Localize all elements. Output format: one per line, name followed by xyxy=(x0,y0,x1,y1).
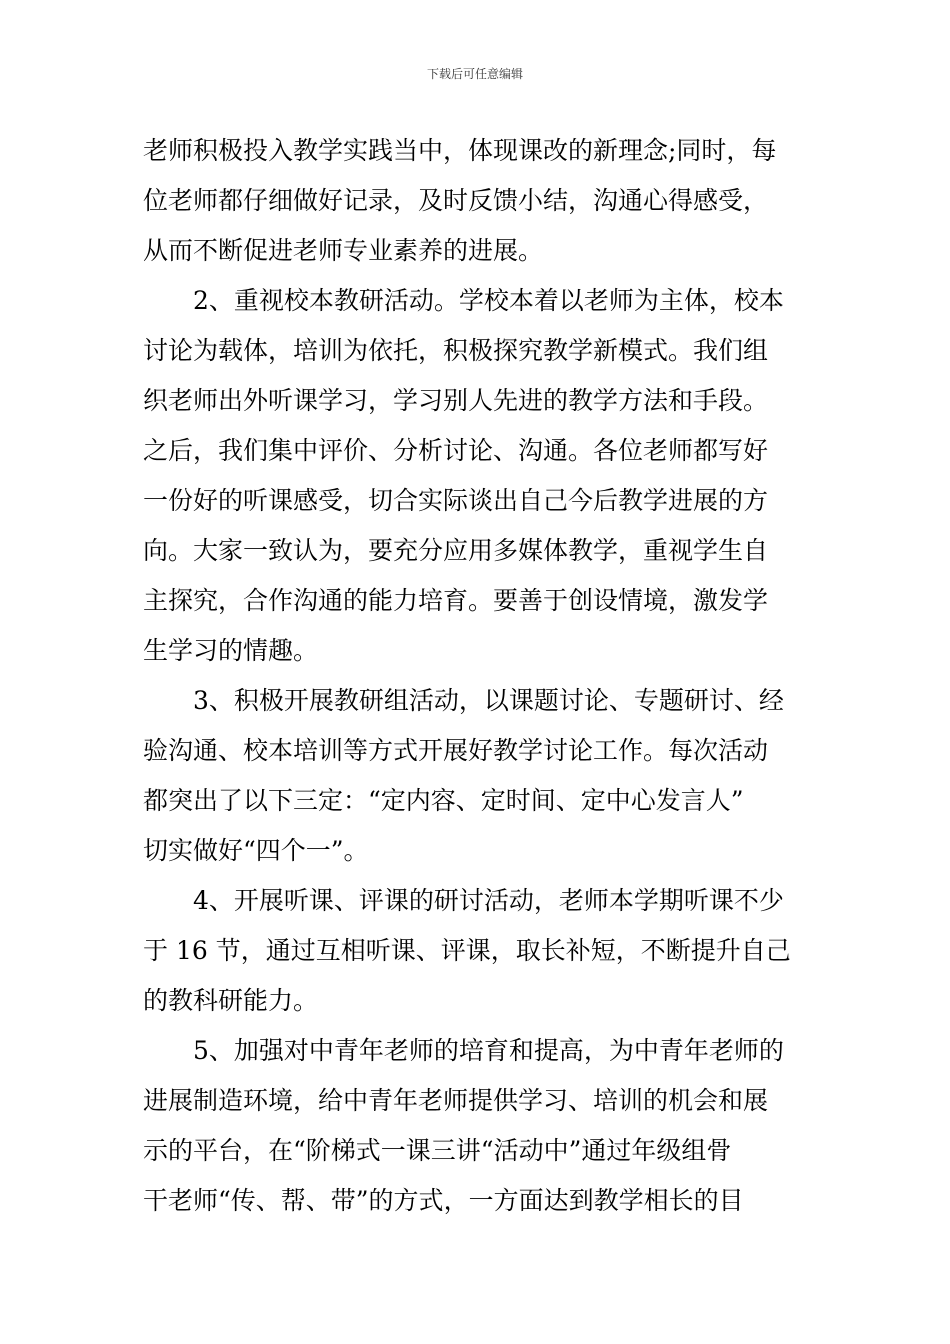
text-line: 一份好的听课感受，切合实际谈出自己今后教学进展的方 xyxy=(143,486,769,515)
paragraph-1 xyxy=(143,126,811,276)
text-line: 之后，我们集中评价、分析讨论、沟通。各位老师都写好 xyxy=(143,436,769,465)
text-line: 示的平台，在“阶梯式一课三讲“活动中”通过年级组骨 xyxy=(143,1136,732,1165)
text-line: 织老师出外听课学习，学习别人先进的教学方法和手段。 xyxy=(143,386,769,415)
text-line: 进展制造环境，给中青年老师提供学习、培训的机会和展 xyxy=(143,1086,769,1115)
text-line: 都突出了以下三定：“定内容、定时间、定中心发言人” xyxy=(143,786,744,815)
text-line: 讨论为载体，培训为依托，积极探究教学新模式。我们组 xyxy=(143,336,769,365)
text-line: 老师积极投入教学实践当中，体现课改的新理念;同时，每 xyxy=(143,136,777,165)
text-line: 4、开展听课、评课的研讨活动，老师本学期听课不少 xyxy=(193,886,784,915)
text-line: 验沟通、校本培训等方式开展好教学讨论工作。每次活动 xyxy=(143,736,769,765)
text-line: 于 16 节，通过互相听课、评课，取长补短，不断提升自己 xyxy=(143,936,791,965)
text-line: 3、积极开展教研组活动，以课题讨论、专题研讨、经 xyxy=(193,686,784,715)
document-body xyxy=(143,126,811,1226)
text-line: 5、加强对中青年老师的培育和提高，为中青年老师的 xyxy=(193,1036,784,1065)
paragraph-5 xyxy=(143,1026,811,1226)
text-line: 从而不断促进老师专业素养的进展。 xyxy=(143,236,544,265)
text-line: 的教科研能力。 xyxy=(143,986,319,1015)
text-line: 干老师“传、帮、带”的方式，一方面达到教学相长的目 xyxy=(143,1186,744,1215)
paragraph-2 xyxy=(143,276,811,676)
text-line: 主探究，合作沟通的能力培育。要善于创设情境，激发学 xyxy=(143,586,769,615)
text-line: 2、重视校本教研活动。学校本着以老师为主体，校本 xyxy=(193,286,784,315)
paragraph-3 xyxy=(143,676,811,876)
text-line: 向。大家一致认为，要充分应用多媒体教学，重视学生自 xyxy=(143,536,769,565)
text-line: 切实做好“四个一”。 xyxy=(143,836,369,865)
text-line: 生学习的情趣。 xyxy=(143,636,319,665)
paragraph-4 xyxy=(143,876,811,1026)
page-header: 下载后可任意编辑 xyxy=(426,67,523,81)
text-line: 位老师都仔细做好记录，及时反馈小结，沟通心得感受， xyxy=(143,186,769,215)
